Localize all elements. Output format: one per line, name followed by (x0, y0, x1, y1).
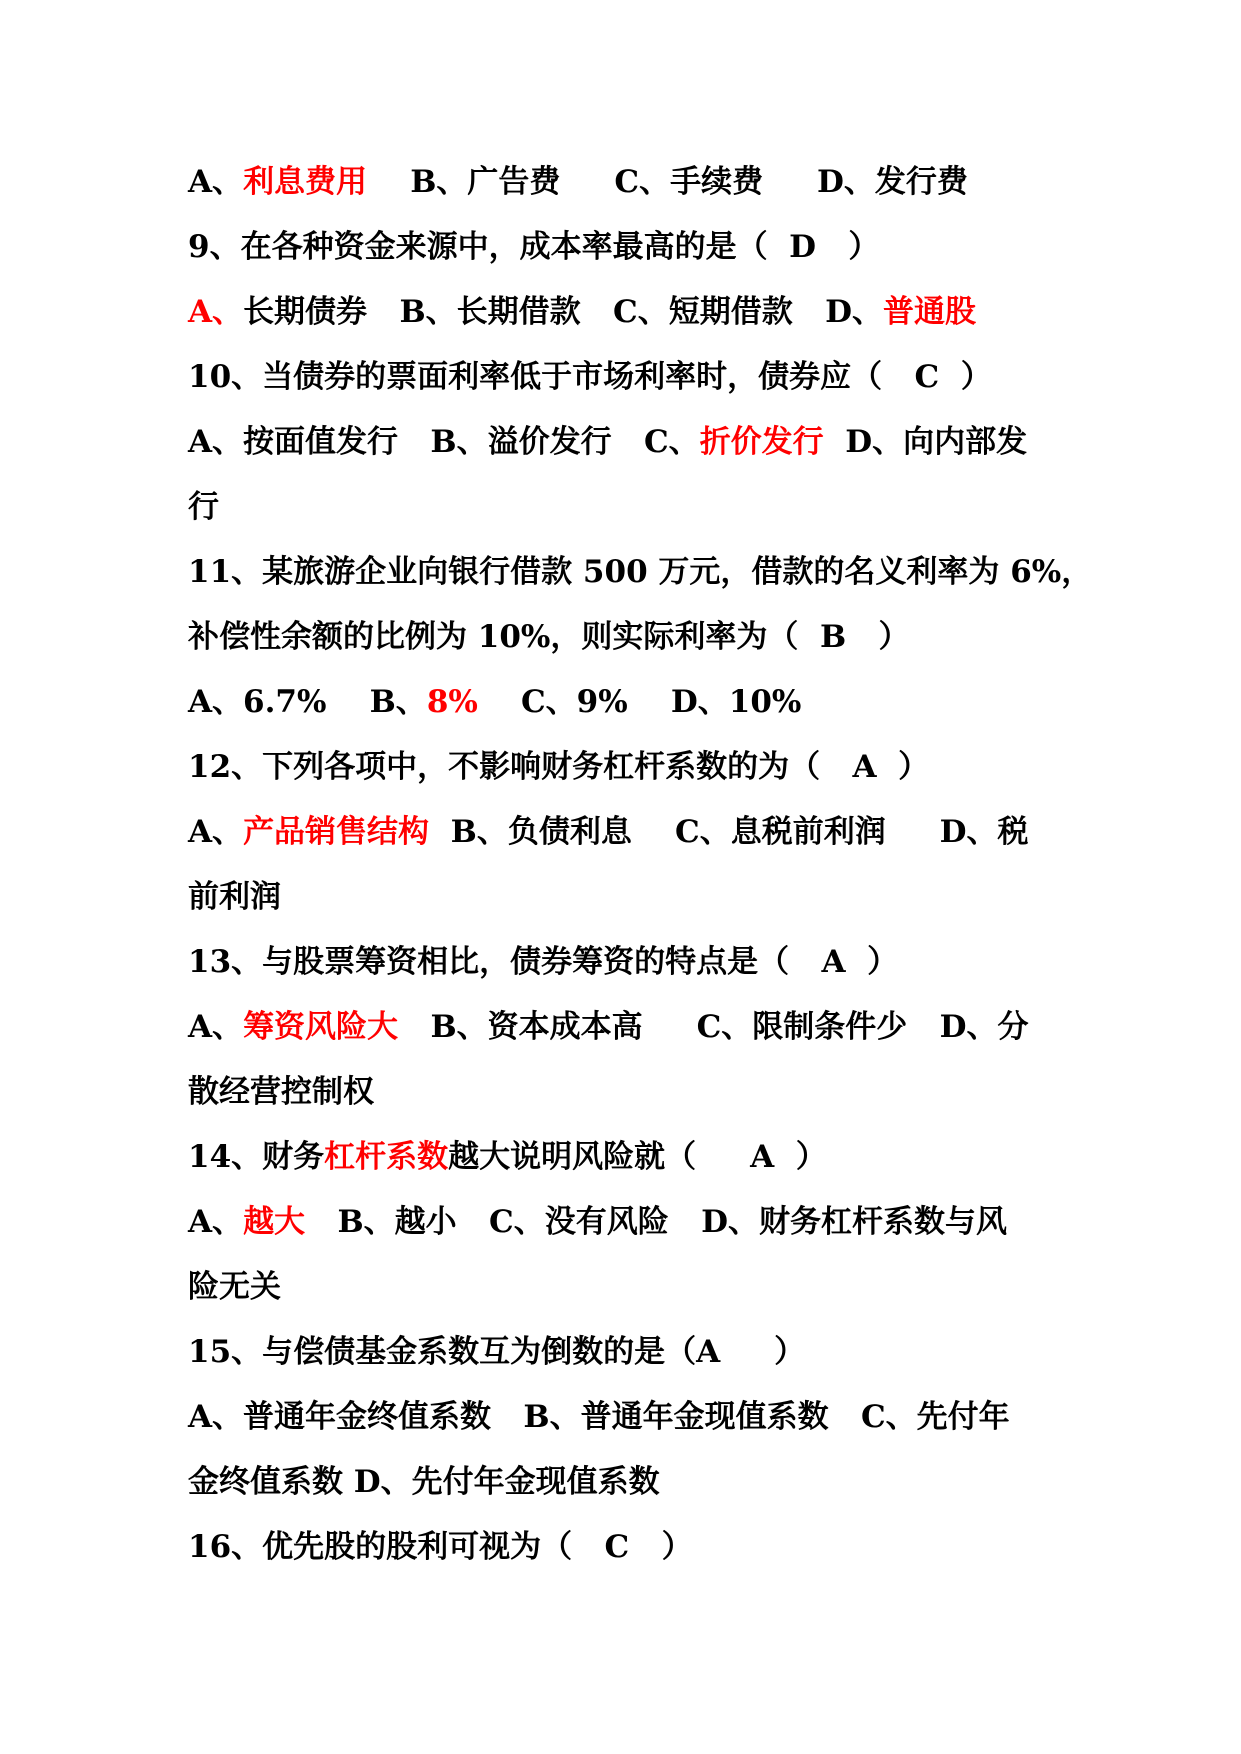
text-segment: B、越小 C、没有风险 D、财务杠杆系数与风 (305, 1204, 1007, 1240)
question-list (188, 150, 1093, 1580)
text-line (188, 410, 1088, 475)
text-line (188, 1515, 1088, 1580)
text-line (188, 670, 1088, 735)
text-line (188, 1060, 1088, 1125)
text-segment: 12、下列各项中，不影响财务杠杆系数的为（ A ） (188, 749, 930, 785)
text-segment: 险无关 (188, 1269, 281, 1305)
text-segment: 行 (188, 489, 219, 525)
answer-highlight: 越大 (243, 1204, 306, 1240)
answer-highlight: 杠杆系数 (324, 1139, 449, 1175)
text-segment: A、 (188, 164, 244, 200)
text-segment: A、普通年金终值系数 B、普通年金现值系数 C、先付年 (188, 1399, 1010, 1435)
text-segment: C、9% D、10% (477, 684, 802, 720)
text-segment: A、 (188, 1009, 244, 1045)
text-segment: 补偿性余额的比例为 10%，则实际利率为（ B ） (188, 619, 910, 655)
text-segment: A、 (188, 814, 244, 850)
text-segment: B、广告费 C、手续费 D、发行费 (367, 164, 968, 200)
text-line (188, 800, 1088, 865)
answer-highlight: 普通股 (882, 294, 976, 330)
text-segment: 10、当债券的票面利率低于市场利率时，债券应（ C ） (188, 359, 992, 395)
text-segment: 越大说明风险就（ A ） (448, 1139, 827, 1175)
text-line (188, 1190, 1088, 1255)
text-line (188, 605, 1088, 670)
text-segment: 金终值系数 D、先付年金现值系数 (188, 1464, 660, 1500)
answer-highlight: 8% (426, 684, 478, 720)
text-segment: A、6.7% B、 (188, 684, 427, 720)
text-segment: D、向内部发 (823, 424, 1028, 460)
text-line (188, 1125, 1088, 1190)
answer-highlight: 折价发行 (699, 424, 824, 460)
text-segment: B、长期借款 C、短期借款 D、 (367, 294, 883, 330)
text-line (188, 345, 1088, 410)
answer-highlight: A、 (188, 294, 244, 330)
answer-highlight: 利息费用 (243, 164, 368, 200)
text-segment: 11、某旅游企业向银行借款 500 万元，借款的名义利率为 6%， (188, 554, 1093, 590)
text-segment: A、按面值发行 B、溢价发行 C、 (188, 424, 700, 460)
text-segment: 散经营控制权 (188, 1074, 374, 1110)
text-segment: A、 (188, 1204, 244, 1240)
text-line (188, 540, 1093, 605)
text-line (188, 1320, 1088, 1385)
text-line (188, 865, 1088, 930)
text-segment: 9、在各种资金来源中，成本率最高的是（ D ） (188, 229, 880, 265)
text-segment: 长期债券 (243, 294, 368, 330)
text-line (188, 1450, 1088, 1515)
text-segment: B、负债利息 C、息税前利润 D、税 (429, 814, 1029, 850)
text-line (188, 280, 1088, 345)
answer-highlight: 产品销售结构 (243, 814, 430, 850)
text-line (188, 995, 1088, 1060)
text-segment: 15、与偿债基金系数互为倒数的是（A ） (188, 1334, 806, 1370)
text-line (188, 930, 1088, 995)
text-segment: 14、财务 (188, 1139, 325, 1175)
text-segment: B、资本成本高 C、限制条件少 D、分 (398, 1009, 1029, 1045)
text-line (188, 150, 1088, 215)
text-line (188, 215, 1088, 280)
text-line (188, 475, 1088, 540)
answer-highlight: 筹资风险大 (243, 1009, 399, 1045)
text-segment: 前利润 (188, 879, 281, 915)
text-line (188, 1255, 1088, 1320)
text-line (188, 1385, 1088, 1450)
text-segment: 16、优先股的股利可视为（ C ） (188, 1529, 693, 1565)
text-segment: 13、与股票筹资相比，债券筹资的特点是（ A ） (188, 944, 899, 980)
text-line (188, 735, 1088, 800)
